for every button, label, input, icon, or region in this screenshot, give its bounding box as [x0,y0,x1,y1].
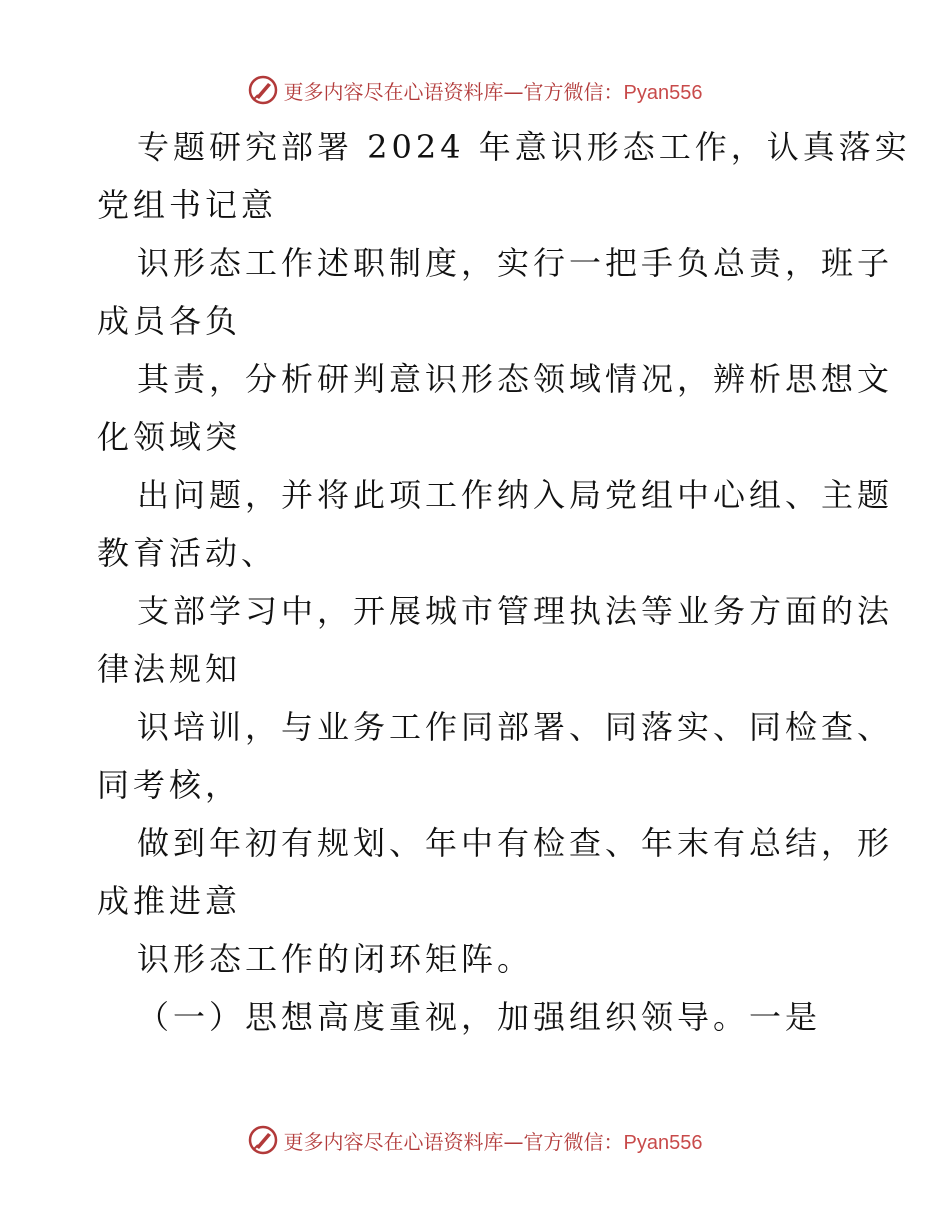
text-line: 出问题，并将此项工作纳入局党组中心组、主题 [137,476,894,514]
watermark-text: 更多内容尽在心语资料库—官方微信：Pyan556 [283,1129,703,1154]
text-line: 成推进意 [97,882,242,920]
text-line: 党组书记意 [97,186,278,224]
text-line: 成员各负 [97,302,242,340]
footer-watermark [0,1120,950,1160]
quill-seal-icon [248,1125,278,1155]
section-heading: （一）思想高度重视，加强组织领导。一是 [137,998,822,1036]
text-line: 识培训，与业务工作同部署、同落实、同检查、 [137,708,894,746]
document-body [97,118,911,1046]
text-line: 专题研究部署 2024 年意识形态工作，认真落实 [137,128,911,166]
text-line: 同考核， [97,766,242,804]
quill-seal-icon [248,75,278,105]
text-line: 支部学习中，开展城市管理执法等业务方面的法 [137,592,894,630]
text-line: 其责，分析研判意识形态领域情况，辨析思想文 [137,360,894,398]
text-line: 识形态工作述职制度，实行一把手负总责，班子 [137,244,894,282]
watermark-text: 更多内容尽在心语资料库—官方微信：Pyan556 [283,79,703,104]
header-watermark [0,70,950,110]
text-line: 识形态工作的闭环矩阵。 [137,940,534,978]
text-line: 化领域突 [97,418,242,456]
text-line: 律法规知 [97,650,242,688]
text-line: 做到年初有规划、年中有检查、年末有总结，形 [137,824,894,862]
text-line: 教育活动、 [97,534,278,572]
